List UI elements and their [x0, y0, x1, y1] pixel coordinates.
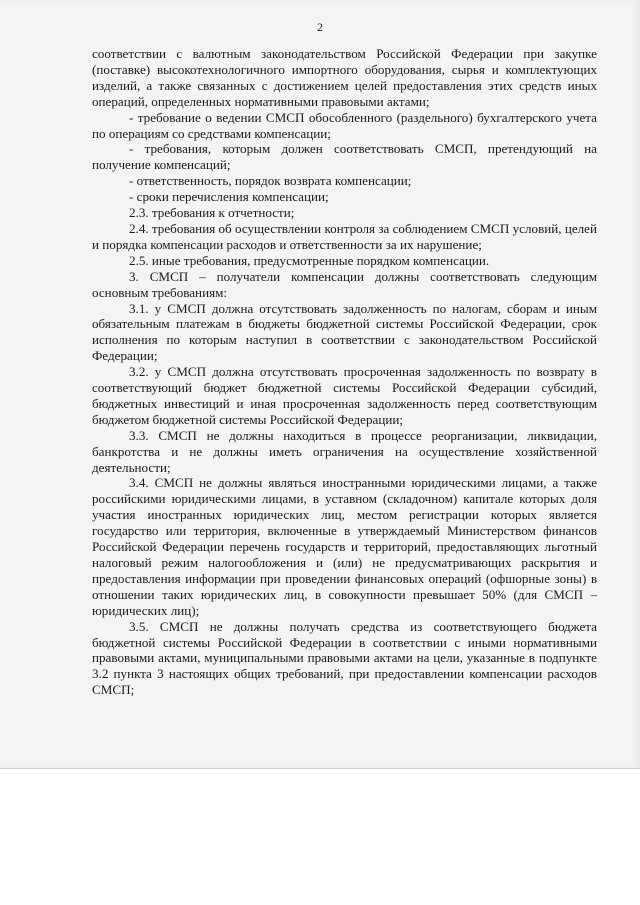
paragraph-3-2: 3.2. у СМСП должна отсутствовать просроченная задолженность по возврату в соответствующий бюджет бюджетной системы Российской Федерации субсидий, бюджетных инвестиций и иная просроченная задолженность перед соответствующим бюджетом бюджетной системы Российской Федерации;	[92, 364, 597, 427]
paragraph-3-5: 3.5. СМСП не должны получать средства из соответствующего бюджета бюджетной системы Российской Федерации в соответствии с иными нормативными правовыми актами, муниципальными правовыми актами на цели, указанные в подпункте 3.2 пункта 3 настоящих общих требований, при предоставлении компенсации расходов СМСП;	[92, 618, 597, 698]
paragraph-transfer-terms: - сроки перечисления компенсации;	[129, 189, 329, 205]
paragraph-continuation: соответствии с валютным законодательством Российской Федерации при закупке (поставке) высокотехнологичного импортного оборудования, сырья и комплектующих изделий, а также связанных с достижением целей предоставления этих средств иных операций, определенных нормативными правовыми актами;	[92, 46, 597, 109]
paragraph-2-4: 2.4. требования об осуществлении контроля за соблюдением СМСП условий, целей и порядка компенсации расходов и ответственности за их нарушение;	[92, 220, 597, 252]
document-body	[92, 46, 597, 698]
page-number: 2	[317, 20, 323, 34]
paragraph-3-4: 3.4. СМСП не должны являться иностранными юридическими лицами, а также российскими юридическими лицами, в уставном (складочном) капитале которых доля участия иностранных юридических лиц, местом регистрации которых является государство или территория, включенные в утверждаемый Министерством финансов Российской Федерации перечень государств и территорий, предоставляющих льготный налоговый режим налогообложения и (или) не предусматривающих раскрытия и предоставления информации при проведении финансовых операций (офшорные зоны) в отношении таких юридических лиц, в совокупности превышает 50% (для СМСП – юридических лиц);	[92, 475, 597, 618]
paragraph-2-3: 2.3. требования к отчетности;	[129, 205, 295, 221]
paragraph-3: 3. СМСП – получатели компенсации должны соответствовать следующим основным требованиям:	[92, 268, 597, 300]
paragraph-responsibility: - ответственность, порядок возврата компенсации;	[129, 173, 412, 189]
paragraph-3-1: 3.1. у СМСП должна отсутствовать задолженность по налогам, сборам и иным обязательным платежам в бюджеты бюджетной системы Российской Федерации, срок исполнения по которым наступил в соответствии с законодательством Российской Федерации;	[92, 300, 597, 364]
paragraph-applicant-requirements: - требования, которым должен соответствовать СМСП, претендующий на получение компенсаций;	[92, 141, 597, 173]
paragraph-2-5: 2.5. иные требования, предусмотренные порядком компенсации.	[129, 252, 490, 268]
paragraph-separate-accounting: - требование о ведении СМСП обособленного (раздельного) бухгалтерского учета по операциям со средствами компенсации;	[92, 109, 597, 141]
paragraph-3-3: 3.3. СМСП не должны находиться в процессе реорганизации, ликвидации, банкротства и не должны иметь ограничения на осуществление хозяйственной деятельности;	[92, 427, 597, 475]
